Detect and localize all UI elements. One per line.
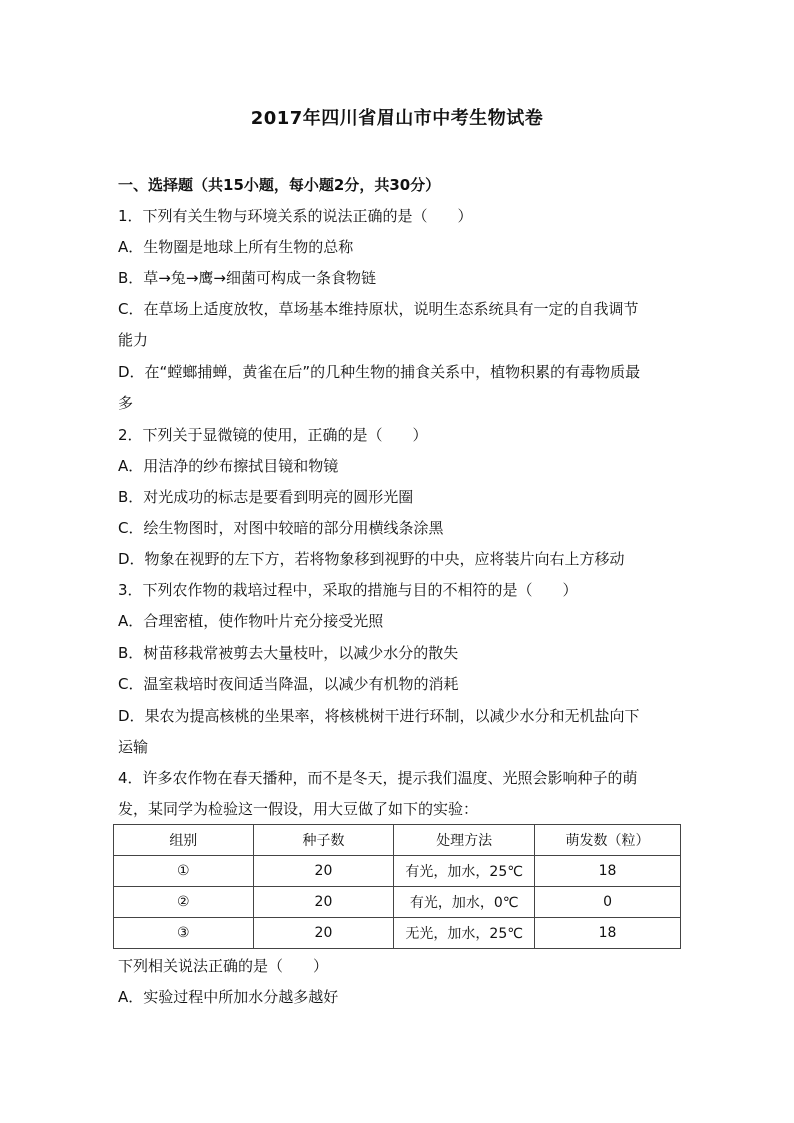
table-cell: 无光，加水，25℃ xyxy=(394,918,535,949)
table-row xyxy=(114,918,681,949)
question-3-option-d: D．果农为提高核桃的坐果率，将核桃树干进行环制，以减少水分和无机盐向下 xyxy=(118,707,640,725)
question-4-stem-cont: 发，某同学为检验这一假设，用大豆做了如下的实验： xyxy=(118,800,479,818)
question-3-stem: 3．下列农作物的栽培过程中，采取的措施与目的不相符的是（ ） xyxy=(118,581,578,599)
question-2-option-d: D．物象在视野的左下方，若将物象移到视野的中央，应将装片向右上方移动 xyxy=(118,550,625,568)
table-cell: 0 xyxy=(535,887,681,918)
question-2-stem: 2．下列关于显微镜的使用，正确的是（ ） xyxy=(118,426,428,444)
table-cell: 18 xyxy=(535,918,681,949)
table-header: 处理方法 xyxy=(394,825,535,856)
question-3-option-a: A．合理密植，使作物叶片充分接受光照 xyxy=(118,612,384,630)
question-2-option-b: B．对光成功的标志是要看到明亮的圆形光圈 xyxy=(118,488,414,506)
table-row xyxy=(114,887,681,918)
table-header-row xyxy=(114,825,681,856)
table-header: 萌发数（粒） xyxy=(535,825,681,856)
table-cell: 18 xyxy=(535,856,681,887)
table-cell: ② xyxy=(114,887,254,918)
question-3-option-b: B．树苗移栽常被剪去大量枝叶，以减少水分的散失 xyxy=(118,644,459,662)
question-2-option-a: A．用洁净的纱布擦拭目镜和物镜 xyxy=(118,457,339,475)
question-3-option-c: C．温室栽培时夜间适当降温，以减少有机物的消耗 xyxy=(118,675,459,693)
question-1-option-c: C．在草场上适度放牧，草场基本维持原状，说明生态系统具有一定的自我调节 xyxy=(118,300,639,318)
question-4-option-a: A．实验过程中所加水分越多越好 xyxy=(118,988,339,1006)
table-cell: 有光，加水，0℃ xyxy=(394,887,535,918)
table-cell: ③ xyxy=(114,918,254,949)
question-3-option-d-cont: 运输 xyxy=(118,738,149,756)
question-1-stem: 1．下列有关生物与环境关系的说法正确的是（ ） xyxy=(118,207,473,225)
table-header: 组别 xyxy=(114,825,254,856)
question-1-option-a: A．生物圈是地球上所有生物的总称 xyxy=(118,238,354,256)
question-1-option-c-cont: 能力 xyxy=(118,331,149,349)
table-cell: 20 xyxy=(253,918,394,949)
section-heading: 一、选择题（共15小题，每小题2分，共30分） xyxy=(118,176,441,194)
question-2-option-c: C．绘生物图时，对图中较暗的部分用横线条涂黑 xyxy=(118,519,444,537)
question-1-option-d: D．在“螳螂捕蝉，黄雀在后”的几种生物的捕食关系中，植物积累的有毒物质最 xyxy=(118,363,641,381)
question-4-stem: 4．许多农作物在春天播种，而不是冬天，提示我们温度、光照会影响种子的萌 xyxy=(118,769,638,787)
exam-title: 2017年四川省眉山市中考生物试卷 xyxy=(250,108,544,129)
table-cell: ① xyxy=(114,856,254,887)
question-4-prompt: 下列相关说法正确的是（ ） xyxy=(118,957,329,975)
table-header: 种子数 xyxy=(253,825,394,856)
table-row xyxy=(114,856,681,887)
table-cell: 有光，加水，25℃ xyxy=(394,856,535,887)
question-1-option-d-cont: 多 xyxy=(118,394,134,412)
question-1-option-b: B．草→兔→鹰→细菌可构成一条食物链 xyxy=(118,269,376,287)
experiment-table xyxy=(113,824,681,949)
table-cell: 20 xyxy=(253,887,394,918)
table-cell: 20 xyxy=(253,856,394,887)
